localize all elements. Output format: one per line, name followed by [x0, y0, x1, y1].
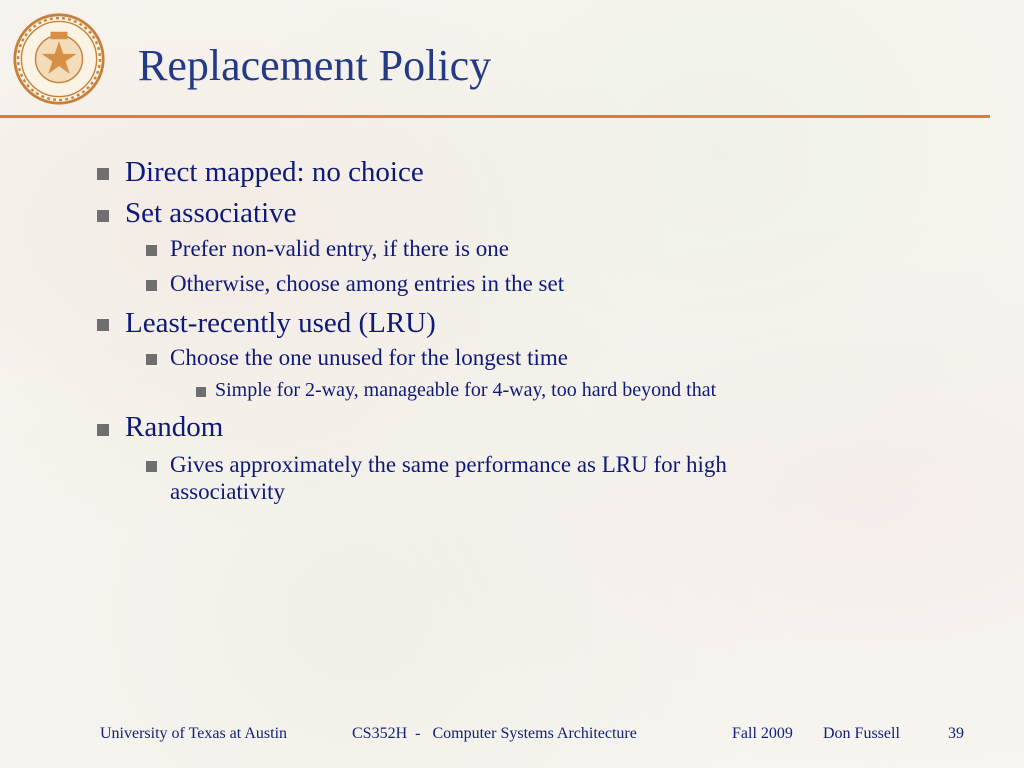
list-item: Prefer non-valid entry, if there is one	[170, 236, 509, 261]
list-item: Simple for 2-way, manageable for 4-way, too hard beyond that	[215, 379, 717, 401]
slide-title: Replacement Policy	[138, 41, 492, 90]
footer-author: Don Fussell	[823, 725, 900, 742]
list-item-continuation: associativity	[170, 479, 285, 504]
list-item: Direct mapped: no choice	[125, 156, 424, 188]
square-bullet-icon	[196, 387, 206, 397]
square-bullet-icon	[97, 210, 109, 222]
list-item: Gives approximately the same performance as LRU for high	[170, 452, 727, 477]
list-item: Set associative	[125, 197, 297, 229]
page-number: 39	[948, 725, 964, 742]
footer-term: Fall 2009	[732, 725, 793, 742]
list-item: Least-recently used (LRU)	[125, 307, 436, 339]
square-bullet-icon	[97, 424, 109, 436]
list-item: Choose the one unused for the longest time	[170, 345, 568, 370]
footer-institution: University of Texas at Austin	[100, 725, 288, 742]
list-item: Otherwise, choose among entries in the set	[170, 271, 565, 296]
square-bullet-icon	[146, 280, 157, 291]
footer-course: CS352H - Computer Systems Architecture	[352, 725, 637, 742]
square-bullet-icon	[97, 319, 109, 331]
square-bullet-icon	[146, 461, 157, 472]
square-bullet-icon	[97, 168, 109, 180]
list-item: Random	[125, 411, 224, 443]
square-bullet-icon	[146, 354, 157, 365]
slide-footer	[0, 725, 1024, 749]
square-bullet-icon	[146, 245, 157, 256]
